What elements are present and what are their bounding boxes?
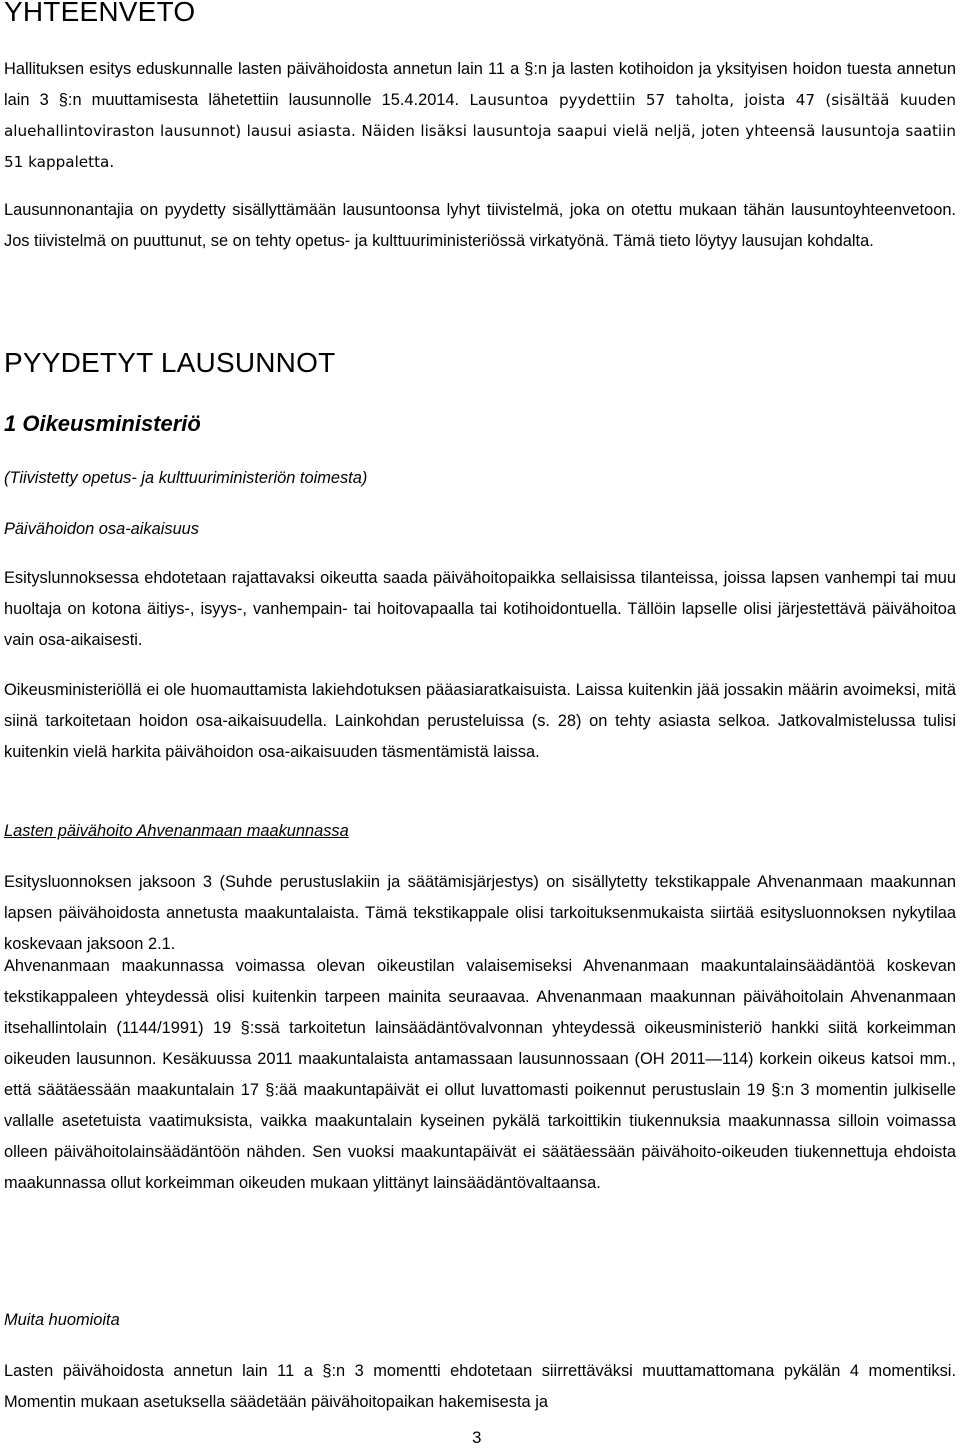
paragraph-parttime-2: Oikeusministeriöllä ei ole huomauttamista lakiehdotuksen pääasiaratkaisuista. Laissa kuitenkin jää jossakin määrin avoimeksi, mitä siinä tarkoitetaan hoidon osa-aikaisuudella. Lainkohdan perusteluissa (s. 28) on tehty asiasta selkoa. Jatkovalmistelussa tulisi kuitenkin vielä harkita päivähoidon osa-aikaisuuden täsmentämistä laissa. [4, 681, 956, 761]
paragraph-other-1: Lasten päivähoidosta annetun lain 11 a §:n 3 momentti ehdotetaan siirrettäväksi muuttamattomana pykälän 4 momentiksi. Momentin mukaan asetuksella säädetään päivähoitopaikan hakemisesta ja [4, 1362, 956, 1411]
subheading-other: Muita huomioita [4, 1311, 120, 1329]
paragraph-aland-1: Esitysluonnoksen jaksoon 3 (Suhde perustuslakiin ja säätämisjärjestys) on sisällytetty tekstikappale Ahvenanmaan maakunnan lapsen päivähoidosta annetusta maakuntalaista. Tämä tekstikappale olisi tarkoituksenmukaista siirtää esitysluonnoksen nykytilaa koskevaan jaksoon 2.1. [4, 873, 956, 953]
page-number: 3 [472, 1428, 482, 1447]
summary-paragraph-2: Lausunnonantajia on pyydetty sisällyttämään lausuntoonsa lyhyt tiivistelmä, joka on otettu mukaan tähän lausuntoyhteenvetoon. Jos tiivistelmä on puuttunut, se on tehty opetus- ja kulttuuriministeriössä virkatyönä. Tämä tieto löytyy lausujan kohdalta. [4, 201, 956, 250]
summary-heading: YHTEENVETO [4, 0, 196, 27]
statements-heading: PYYDETYT LAUSUNNOT [4, 347, 336, 378]
subheading-aland: Lasten päivähoito Ahvenanmaan maakunnassa [4, 822, 349, 840]
summary-p1-part2: Lausuntoa pyydettiin 57 taholta, joista 47 (sisältää kuuden aluehallintoviraston lausunnot) lausui asiasta. [4, 91, 957, 140]
summary-p1-part3: Näiden lisäksi lausuntoja saapui vielä neljä, joten yhteensä lausuntoja saatiin 51 kappaletta. [4, 122, 956, 171]
summary-p1-part1: Hallituksen esitys eduskunnalle lasten päivähoidosta annetun lain 11 a §:n ja lasten kotihoidon ja yksityisen hoidon tuesta annetun lain 3 §:n muuttamisesta lähetettiin lausunnolle 15.4.2014. [4, 60, 956, 109]
subheading-parttime: Päivähoidon osa-aikaisuus [4, 520, 199, 538]
ministry-heading: 1 Oikeusministeriö [4, 411, 201, 436]
paragraph-parttime-1: Esityslunnoksessa ehdotetaan rajattavaksi oikeutta saada päivähoitopaikka sellaisissa tilanteissa, joissa lapsen vanhempi tai muu huoltaja on kotona äitiys-, isyys-, vanhempain- tai hoitovapaalla tai kotihoidontuella. Tällöin lapselle olisi järjestettävä päivähoitoa vain osa-aikaisesti. [4, 569, 956, 649]
paragraph-aland-2: Ahvenanmaan maakunnassa voimassa olevan oikeustilan valaisemiseksi Ahvenanmaan maakuntalainsäädäntöä koskevan tekstikappaleen yhteydessä olisi kuitenkin tarpeen mainita seuraavaa. Ahvenanmaan maakunnan päivähoitolain Ahvenanmaan itsehallintolain (1144/1991) 19 §:ssä tarkoitetun lainsäädäntövalvonnan yhteydessä oikeusministeriö hankki siitä korkeimman oikeuden lausunnon. Kesäkuussa 2011 maakuntalaista antamassaan lausunnossaan (OH 2011—114) korkein oikeus katsoi mm., että säätäessään maakuntalain 17 §:ää maakuntapäivät ei ollut luvattomasti poikennut perustuslain 19 §:n 3 momentin julkiselle vallalle asetetuista vaatimuksista, vaikka maakuntalain kyseinen pykälä tarkoittikin tiukennuksia maakunnassa silloin voimassa olleen päivähoitolainsäädäntöön nähden. Sen vuoksi maakuntapäivät ei säätäessään päivähoito-oikeuden tiukennettuja ehdoista maakunnassa ollut korkeimman oikeuden mukaan ylittänyt lainsäädäntövaltaansa. [4, 957, 956, 1192]
summary-note: (Tiivistetty opetus- ja kulttuuriministeriön toimesta) [4, 469, 368, 487]
summary-paragraph-1 [4, 54, 956, 178]
